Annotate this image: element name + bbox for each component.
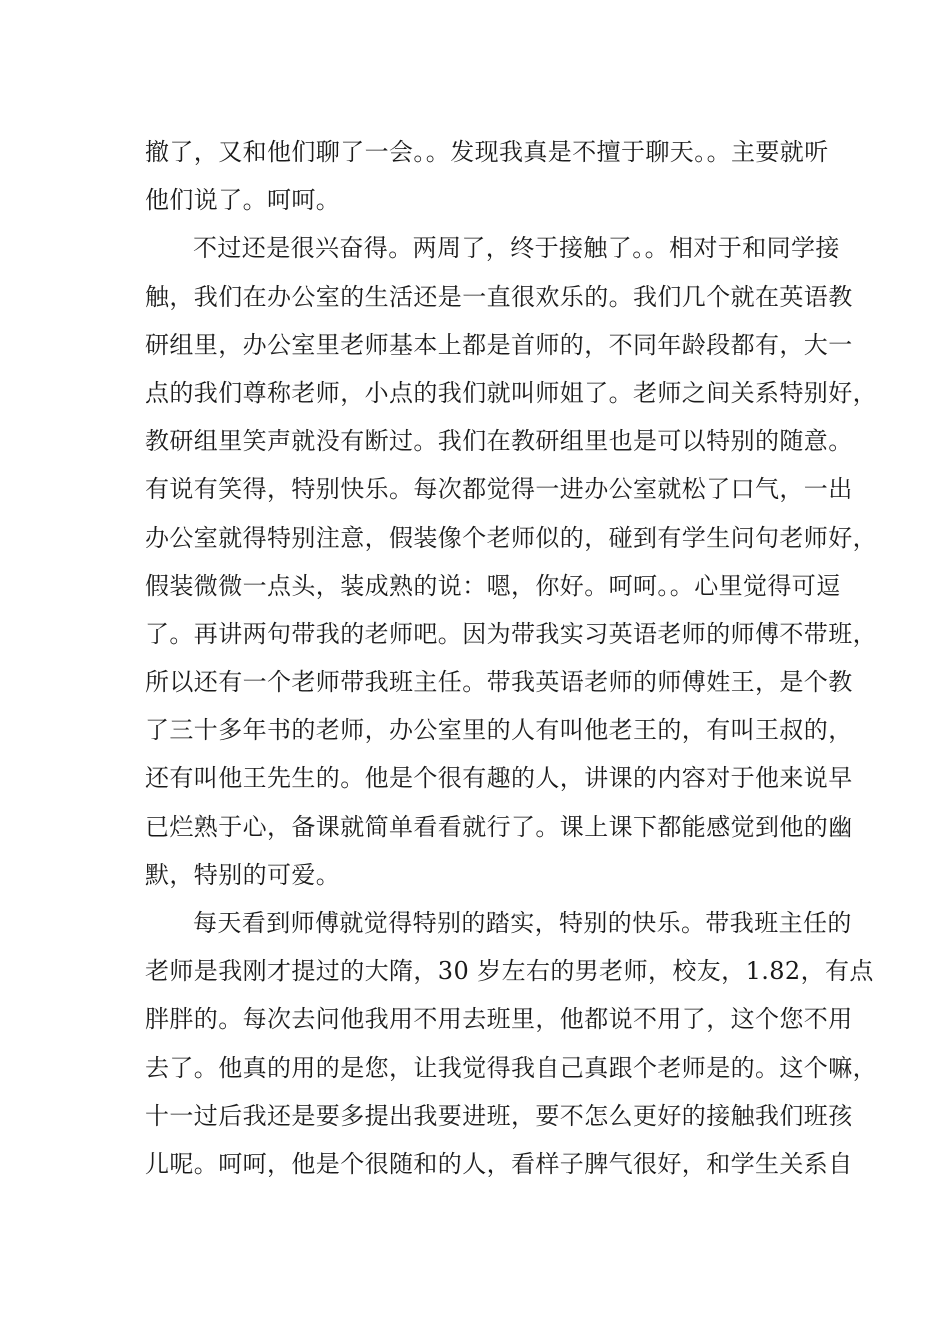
text-line: 了。再讲两句带我的老师吧。因为带我实习英语老师的师傅不带班， bbox=[145, 619, 877, 648]
text-line: 触，我们在办公室的生活还是一直很欢乐的。我们几个就在英语教 bbox=[145, 282, 853, 311]
text-line: 所以还有一个老师带我班主任。带我英语老师的师傅姓王，是个教 bbox=[145, 668, 853, 697]
text-line: 了三十多年书的老师，办公室里的人有叫他老王的，有叫王叔的， bbox=[145, 716, 853, 745]
text-line: 十一过后我还是要多提出我要进班，要不怎么更好的接触我们班孩 bbox=[145, 1101, 853, 1130]
text-line: 还有叫他王先生的。他是个很有趣的人，讲课的内容对于他来说早 bbox=[145, 764, 853, 793]
text-line: 儿呢。呵呵，他是个很随和的人，看样子脾气很好，和学生关系自 bbox=[145, 1149, 853, 1178]
text-line: 有说有笑得，特别快乐。每次都觉得一进办公室就松了口气，一出 bbox=[145, 475, 853, 504]
text-line: 胖胖的。每次去问他我用不用去班里，他都说不用了，这个您不用 bbox=[145, 1005, 853, 1034]
text-line: 去了。他真的用的是您，让我觉得我自己真跟个老师是的。这个嘛， bbox=[145, 1053, 877, 1082]
text-line: 他们说了。呵呵。 bbox=[145, 186, 341, 215]
body-text bbox=[145, 128, 877, 1188]
text-line: 老师是我刚才提过的大隋，30 岁左右的男老师，校友，1.82，有点 bbox=[145, 957, 874, 986]
text-line: 点的我们尊称老师，小点的我们就叫师姐了。老师之间关系特别好， bbox=[145, 378, 877, 407]
paragraph-start-line: 不过还是很兴奋得。两周了，终于接触了。。相对于和同学接 bbox=[193, 234, 840, 263]
text-line: 办公室就得特别注意，假装像个老师似的，碰到有学生问句老师好， bbox=[145, 523, 877, 552]
text-line: 默，特别的可爱。 bbox=[145, 860, 341, 889]
text-line: 教研组里笑声就没有断过。我们在教研组里也是可以特别的随意。 bbox=[145, 427, 853, 456]
paragraph-start-line: 每天看到师傅就觉得特别的踏实，特别的快乐。带我班主任的 bbox=[193, 909, 852, 937]
text-line: 假装微微一点头，装成熟的说：嗯，你好。呵呵。。心里觉得可逗 bbox=[145, 571, 841, 600]
text-line: 撤了，又和他们聊了一会。。发现我真是不擅于聊天。。主要就听 bbox=[145, 138, 829, 166]
text-line: 研组里，办公室里老师基本上都是首师的，不同年龄段都有，大一 bbox=[145, 330, 853, 359]
text-line: 已烂熟于心，备课就简单看看就行了。课上课下都能感觉到他的幽 bbox=[145, 812, 853, 841]
